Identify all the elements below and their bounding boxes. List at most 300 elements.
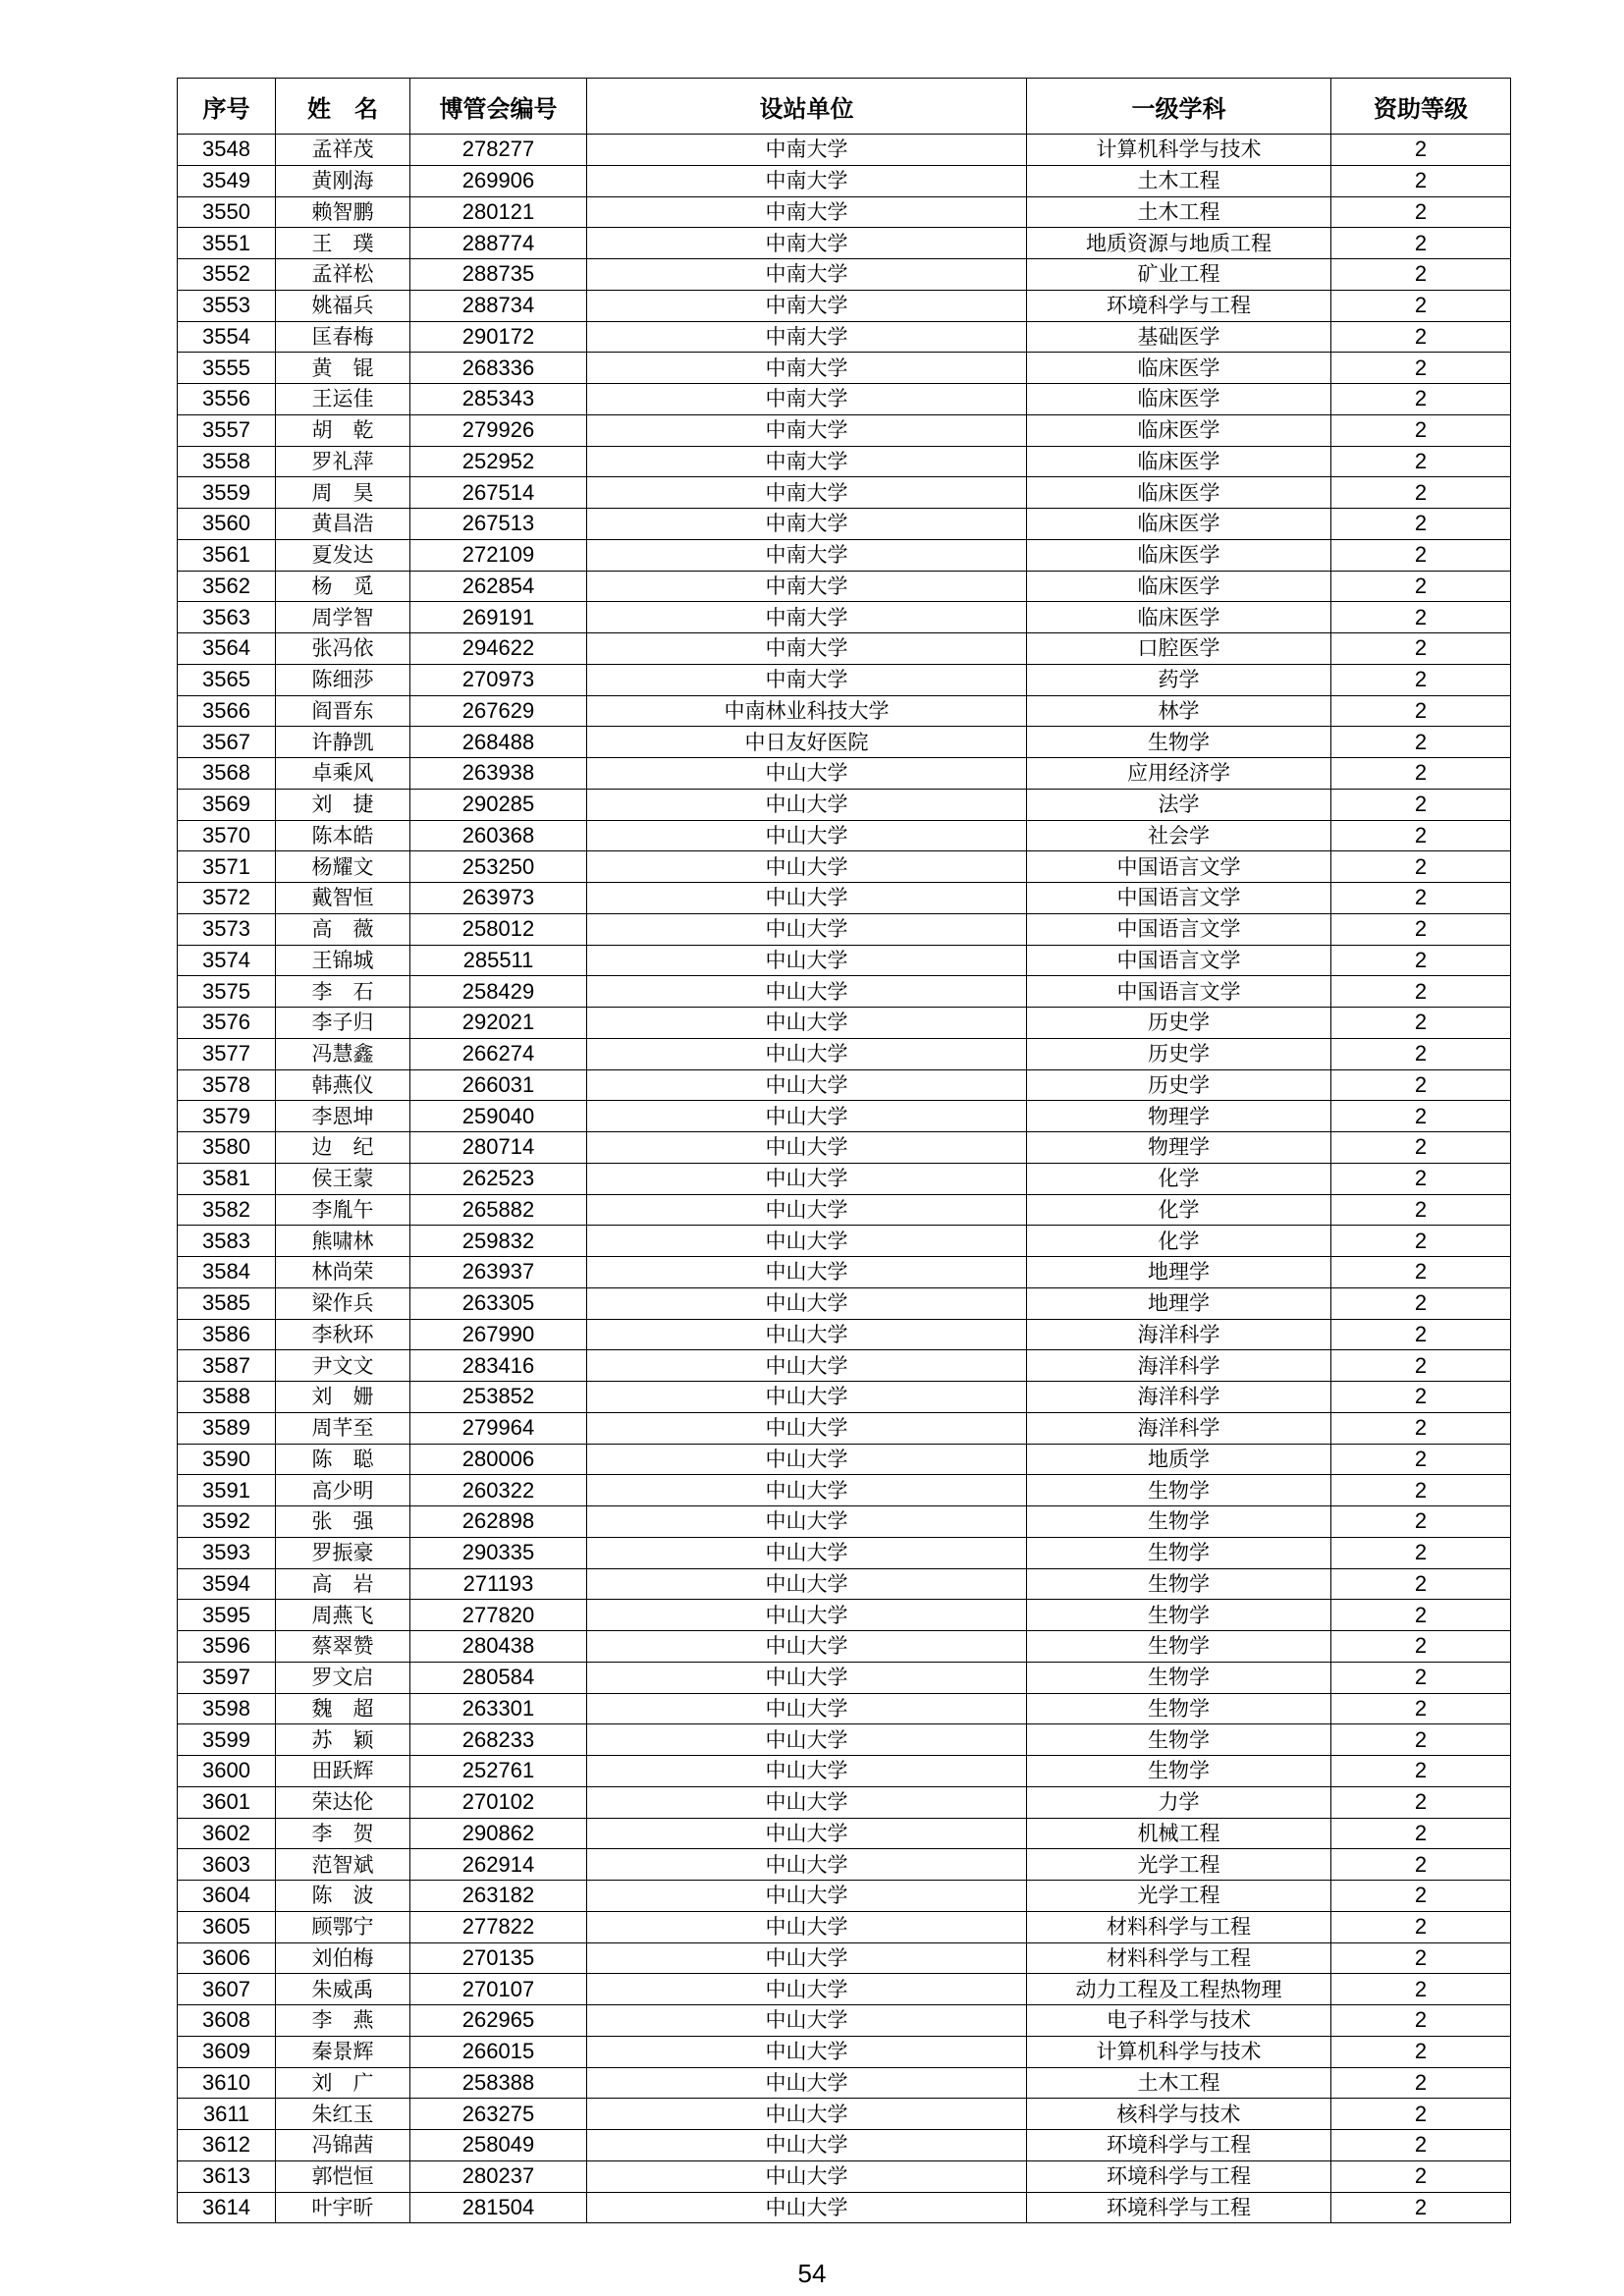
name-cell: 郭恺恒 [276,2160,410,2192]
table-row [178,758,1511,790]
committee-id-cell: 265882 [410,1194,587,1226]
serial-number-cell: 3602 [178,1818,276,1849]
committee-id-cell: 281504 [410,2192,587,2223]
station-unit-cell: 中南大学 [587,509,1027,540]
serial-number-cell: 3598 [178,1693,276,1724]
discipline-cell: 口腔医学 [1027,633,1331,665]
discipline-cell: 林学 [1027,695,1331,727]
funding-level-cell: 2 [1331,1412,1511,1444]
discipline-cell: 材料科学与工程 [1027,1942,1331,1974]
name-cell: 李子归 [276,1008,410,1039]
committee-id-cell: 285343 [410,384,587,415]
funding-level-cell: 2 [1331,196,1511,228]
station-unit-cell: 中山大学 [587,1662,1027,1693]
funding-level-cell: 2 [1331,1444,1511,1475]
discipline-cell: 中国语言文学 [1027,913,1331,945]
discipline-cell: 土木工程 [1027,165,1331,196]
discipline-cell: 地质学 [1027,1444,1331,1475]
funding-level-cell: 2 [1331,851,1511,883]
station-unit-cell: 中南大学 [587,571,1027,602]
discipline-cell: 土木工程 [1027,2067,1331,2099]
table-row [178,2099,1511,2130]
committee-id-cell: 263938 [410,758,587,790]
discipline-cell: 力学 [1027,1786,1331,1818]
discipline-cell: 物理学 [1027,1101,1331,1132]
serial-number-cell: 3567 [178,727,276,758]
station-unit-cell: 中山大学 [587,1911,1027,1942]
station-unit-cell: 中山大学 [587,2067,1027,2099]
table-row [178,695,1511,727]
discipline-cell: 环境科学与工程 [1027,2130,1331,2161]
serial-number-cell: 3594 [178,1568,276,1600]
station-unit-cell: 中山大学 [587,2130,1027,2161]
serial-number-cell: 3576 [178,1008,276,1039]
serial-number-cell: 3566 [178,695,276,727]
station-unit-cell: 中山大学 [587,789,1027,820]
serial-number-cell: 3595 [178,1600,276,1631]
station-unit-cell: 中山大学 [587,1631,1027,1663]
discipline-cell: 历史学 [1027,1069,1331,1101]
header-discipline: 一级学科 [1027,79,1331,135]
table-row [178,1194,1511,1226]
committee-id-cell: 280006 [410,1444,587,1475]
name-cell: 王 璞 [276,228,410,259]
funding-level-cell: 2 [1331,1662,1511,1693]
committee-id-cell: 270107 [410,1974,587,2005]
funding-level-cell: 2 [1331,727,1511,758]
funding-level-cell: 2 [1331,1568,1511,1600]
committee-id-cell: 280438 [410,1631,587,1663]
table-row [178,446,1511,477]
table-row [178,1350,1511,1382]
committee-id-cell: 266015 [410,2036,587,2067]
discipline-cell: 历史学 [1027,1008,1331,1039]
serial-number-cell: 3600 [178,1756,276,1787]
funding-level-cell: 2 [1331,353,1511,384]
serial-number-cell: 3580 [178,1132,276,1164]
table-row [178,571,1511,602]
funding-level-cell: 2 [1331,1319,1511,1350]
name-cell: 黄昌浩 [276,509,410,540]
funding-level-cell: 2 [1331,321,1511,353]
discipline-cell: 中国语言文学 [1027,883,1331,914]
serial-number-cell: 3606 [178,1942,276,1974]
serial-number-cell: 3561 [178,539,276,571]
funding-level-cell: 2 [1331,414,1511,446]
discipline-cell: 核科学与技术 [1027,2099,1331,2130]
table-row [178,1974,1511,2005]
station-unit-cell: 中南大学 [587,290,1027,321]
committee-id-cell: 263937 [410,1257,587,1288]
serial-number-cell: 3554 [178,321,276,353]
committee-id-cell: 252761 [410,1756,587,1787]
funding-level-cell: 2 [1331,1756,1511,1787]
station-unit-cell: 中山大学 [587,976,1027,1008]
station-unit-cell: 中山大学 [587,1974,1027,2005]
serial-number-cell: 3558 [178,446,276,477]
station-unit-cell: 中南大学 [587,228,1027,259]
serial-number-cell: 3608 [178,2005,276,2037]
discipline-cell: 中国语言文学 [1027,851,1331,883]
station-unit-cell: 中南大学 [587,321,1027,353]
name-cell: 韩燕仪 [276,1069,410,1101]
table-row [178,1662,1511,1693]
table-row [178,1818,1511,1849]
committee-id-cell: 272109 [410,539,587,571]
committee-id-cell: 270973 [410,664,587,695]
funding-level-cell: 2 [1331,758,1511,790]
committee-id-cell: 266274 [410,1038,587,1069]
station-unit-cell: 中日友好医院 [587,727,1027,758]
table-row [178,602,1511,633]
name-cell: 苏 颖 [276,1724,410,1756]
funding-level-cell: 2 [1331,913,1511,945]
table-body [178,135,1511,2223]
discipline-cell: 临床医学 [1027,509,1331,540]
name-cell: 黄 锟 [276,353,410,384]
committee-id-cell: 258388 [410,2067,587,2099]
name-cell: 陈细莎 [276,664,410,695]
funding-level-cell: 2 [1331,384,1511,415]
name-cell: 陈本皓 [276,820,410,851]
name-cell: 林尚荣 [276,1257,410,1288]
committee-id-cell: 280237 [410,2160,587,2192]
committee-id-cell: 259040 [410,1101,587,1132]
station-unit-cell: 中山大学 [587,1693,1027,1724]
serial-number-cell: 3584 [178,1257,276,1288]
name-cell: 秦景辉 [276,2036,410,2067]
committee-id-cell: 263275 [410,2099,587,2130]
station-unit-cell: 中山大学 [587,2036,1027,2067]
committee-id-cell: 269906 [410,165,587,196]
table-row [178,1475,1511,1506]
committee-id-cell: 280714 [410,1132,587,1164]
station-unit-cell: 中南大学 [587,196,1027,228]
committee-id-cell: 263301 [410,1693,587,1724]
serial-number-cell: 3583 [178,1226,276,1257]
funding-level-cell: 2 [1331,477,1511,509]
station-unit-cell: 中南大学 [587,664,1027,695]
funding-level-cell: 2 [1331,1287,1511,1319]
table-row [178,1631,1511,1663]
name-cell: 高 岩 [276,1568,410,1600]
discipline-cell: 生物学 [1027,1537,1331,1568]
funding-level-cell: 2 [1331,1724,1511,1756]
page-number: 54 [797,2259,827,2288]
serial-number-cell: 3604 [178,1881,276,1912]
discipline-cell: 药学 [1027,664,1331,695]
table-row [178,1319,1511,1350]
discipline-cell: 生物学 [1027,1600,1331,1631]
station-unit-cell: 中南大学 [587,633,1027,665]
serial-number-cell: 3560 [178,509,276,540]
committee-id-cell: 267629 [410,695,587,727]
table-row [178,976,1511,1008]
discipline-cell: 生物学 [1027,1568,1331,1600]
serial-number-cell: 3610 [178,2067,276,2099]
station-unit-cell: 中山大学 [587,1818,1027,1849]
table-row [178,2005,1511,2037]
discipline-cell: 生物学 [1027,727,1331,758]
discipline-cell: 化学 [1027,1194,1331,1226]
name-cell: 许静凯 [276,727,410,758]
discipline-cell: 临床医学 [1027,414,1331,446]
committee-id-cell: 263973 [410,883,587,914]
funding-level-cell: 2 [1331,789,1511,820]
funding-level-cell: 2 [1331,1631,1511,1663]
discipline-cell: 材料科学与工程 [1027,1911,1331,1942]
station-unit-cell: 中南大学 [587,259,1027,291]
discipline-cell: 物理学 [1027,1132,1331,1164]
funding-level-cell: 2 [1331,1132,1511,1164]
serial-number-cell: 3564 [178,633,276,665]
table-row [178,165,1511,196]
serial-number-cell: 3613 [178,2160,276,2192]
committee-id-cell: 283416 [410,1350,587,1382]
committee-id-cell: 268233 [410,1724,587,1756]
serial-number-cell: 3549 [178,165,276,196]
committee-id-cell: 290335 [410,1537,587,1568]
serial-number-cell: 3590 [178,1444,276,1475]
serial-number-cell: 3582 [178,1194,276,1226]
discipline-cell: 环境科学与工程 [1027,290,1331,321]
table-row [178,1693,1511,1724]
committee-id-cell: 258012 [410,913,587,945]
table-row [178,1382,1511,1413]
discipline-cell: 环境科学与工程 [1027,2160,1331,2192]
committee-id-cell: 258049 [410,2130,587,2161]
committee-id-cell: 262965 [410,2005,587,2037]
table-row [178,883,1511,914]
serial-number-cell: 3605 [178,1911,276,1942]
station-unit-cell: 中山大学 [587,1537,1027,1568]
committee-id-cell: 258429 [410,976,587,1008]
table-row [178,913,1511,945]
discipline-cell: 生物学 [1027,1506,1331,1538]
discipline-cell: 生物学 [1027,1475,1331,1506]
table-row [178,228,1511,259]
funding-level-cell: 2 [1331,539,1511,571]
funding-level-cell: 2 [1331,976,1511,1008]
committee-id-cell: 277820 [410,1600,587,1631]
table-row [178,2067,1511,2099]
name-cell: 田跃辉 [276,1756,410,1787]
committee-id-cell: 271193 [410,1568,587,1600]
station-unit-cell: 中山大学 [587,1786,1027,1818]
name-cell: 梁作兵 [276,1287,410,1319]
station-unit-cell: 中山大学 [587,1008,1027,1039]
table-row [178,1132,1511,1164]
table-row [178,1849,1511,1881]
serial-number-cell: 3585 [178,1287,276,1319]
funding-level-cell: 2 [1331,945,1511,976]
name-cell: 李胤午 [276,1194,410,1226]
discipline-cell: 光学工程 [1027,1881,1331,1912]
table-row [178,384,1511,415]
station-unit-cell: 中山大学 [587,1412,1027,1444]
station-unit-cell: 中山大学 [587,913,1027,945]
serial-number-cell: 3601 [178,1786,276,1818]
serial-number-cell: 3548 [178,135,276,166]
name-cell: 罗振豪 [276,1537,410,1568]
station-unit-cell: 中山大学 [587,1257,1027,1288]
table-header-row [178,79,1511,135]
serial-number-cell: 3591 [178,1475,276,1506]
committee-id-cell: 270135 [410,1942,587,1974]
funding-level-cell: 2 [1331,820,1511,851]
discipline-cell: 生物学 [1027,1724,1331,1756]
name-cell: 王锦城 [276,945,410,976]
committee-id-cell: 288734 [410,290,587,321]
serial-number-cell: 3599 [178,1724,276,1756]
station-unit-cell: 中山大学 [587,820,1027,851]
name-cell: 胡 乾 [276,414,410,446]
station-unit-cell: 中山大学 [587,945,1027,976]
name-cell: 周 昊 [276,477,410,509]
name-cell: 蔡翠赞 [276,1631,410,1663]
table-row [178,1537,1511,1568]
station-unit-cell: 中南大学 [587,446,1027,477]
station-unit-cell: 中山大学 [587,1382,1027,1413]
serial-number-cell: 3581 [178,1163,276,1194]
table-row [178,353,1511,384]
discipline-cell: 环境科学与工程 [1027,2192,1331,2223]
discipline-cell: 地质资源与地质工程 [1027,228,1331,259]
table-row [178,727,1511,758]
serial-number-cell: 3565 [178,664,276,695]
discipline-cell: 临床医学 [1027,477,1331,509]
name-cell: 戴智恒 [276,883,410,914]
table-row [178,1163,1511,1194]
funding-level-cell: 2 [1331,2192,1511,2223]
station-unit-cell: 中南大学 [587,539,1027,571]
discipline-cell: 生物学 [1027,1693,1331,1724]
name-cell: 边 纪 [276,1132,410,1164]
committee-id-cell: 267514 [410,477,587,509]
name-cell: 夏发达 [276,539,410,571]
station-unit-cell: 中山大学 [587,1724,1027,1756]
committee-id-cell: 280121 [410,196,587,228]
table-row [178,1756,1511,1787]
discipline-cell: 临床医学 [1027,353,1331,384]
table-row [178,851,1511,883]
name-cell: 刘 姗 [276,1382,410,1413]
station-unit-cell: 中山大学 [587,1163,1027,1194]
serial-number-cell: 3607 [178,1974,276,2005]
funding-level-cell: 2 [1331,2160,1511,2192]
committee-id-cell: 253852 [410,1382,587,1413]
table-row [178,1724,1511,1756]
table-row [178,321,1511,353]
discipline-cell: 中国语言文学 [1027,945,1331,976]
committee-id-cell: 288735 [410,259,587,291]
name-cell: 荣达伦 [276,1786,410,1818]
table-row [178,1257,1511,1288]
discipline-cell: 海洋科学 [1027,1412,1331,1444]
name-cell: 罗礼萍 [276,446,410,477]
name-cell: 叶宇昕 [276,2192,410,2223]
name-cell: 张冯依 [276,633,410,665]
discipline-cell: 计算机科学与技术 [1027,2036,1331,2067]
station-unit-cell: 中山大学 [587,1038,1027,1069]
name-cell: 孟祥松 [276,259,410,291]
station-unit-cell: 中山大学 [587,1568,1027,1600]
funding-level-cell: 2 [1331,571,1511,602]
committee-id-cell: 278277 [410,135,587,166]
committee-id-cell: 262898 [410,1506,587,1538]
committee-id-cell: 270102 [410,1786,587,1818]
discipline-cell: 地理学 [1027,1257,1331,1288]
discipline-cell: 法学 [1027,789,1331,820]
discipline-cell: 光学工程 [1027,1849,1331,1881]
station-unit-cell: 中南大学 [587,477,1027,509]
funding-level-cell: 2 [1331,259,1511,291]
name-cell: 杨耀文 [276,851,410,883]
discipline-cell: 海洋科学 [1027,1319,1331,1350]
table-row [178,1412,1511,1444]
funding-level-cell: 2 [1331,2130,1511,2161]
station-unit-cell: 中山大学 [587,2005,1027,2037]
station-unit-cell: 中山大学 [587,2160,1027,2192]
table-row [178,789,1511,820]
name-cell: 高少明 [276,1475,410,1506]
funding-level-cell: 2 [1331,1818,1511,1849]
funding-level-cell: 2 [1331,2036,1511,2067]
station-unit-cell: 中南大学 [587,135,1027,166]
table-row [178,259,1511,291]
serial-number-cell: 3588 [178,1382,276,1413]
table-row [178,1008,1511,1039]
station-unit-cell: 中南大学 [587,414,1027,446]
name-cell: 罗文启 [276,1662,410,1693]
station-unit-cell: 中山大学 [587,1287,1027,1319]
discipline-cell: 应用经济学 [1027,758,1331,790]
committee-id-cell: 259832 [410,1226,587,1257]
discipline-cell: 临床医学 [1027,539,1331,571]
name-cell: 周学智 [276,602,410,633]
header-name: 姓 名 [276,79,410,135]
serial-number-cell: 3555 [178,353,276,384]
name-cell: 王运佳 [276,384,410,415]
table-row [178,1101,1511,1132]
committee-id-cell: 253250 [410,851,587,883]
serial-number-cell: 3574 [178,945,276,976]
serial-number-cell: 3611 [178,2099,276,2130]
station-unit-cell: 中山大学 [587,1506,1027,1538]
table-row [178,414,1511,446]
name-cell: 李恩坤 [276,1101,410,1132]
table-row [178,477,1511,509]
name-cell: 陈 波 [276,1881,410,1912]
funding-level-cell: 2 [1331,1257,1511,1288]
name-cell: 刘 广 [276,2067,410,2099]
serial-number-cell: 3575 [178,976,276,1008]
funding-level-cell: 2 [1331,2067,1511,2099]
table-row [178,1568,1511,1600]
funding-level-cell: 2 [1331,883,1511,914]
name-cell: 周燕飞 [276,1600,410,1631]
discipline-cell: 动力工程及工程热物理 [1027,1974,1331,2005]
serial-number-cell: 3593 [178,1537,276,1568]
table-row [178,633,1511,665]
funding-level-cell: 2 [1331,664,1511,695]
name-cell: 李 石 [276,976,410,1008]
committee-id-cell: 285511 [410,945,587,976]
station-unit-cell: 中山大学 [587,1444,1027,1475]
name-cell: 朱威禹 [276,1974,410,2005]
discipline-cell: 电子科学与技术 [1027,2005,1331,2037]
discipline-cell: 社会学 [1027,820,1331,851]
